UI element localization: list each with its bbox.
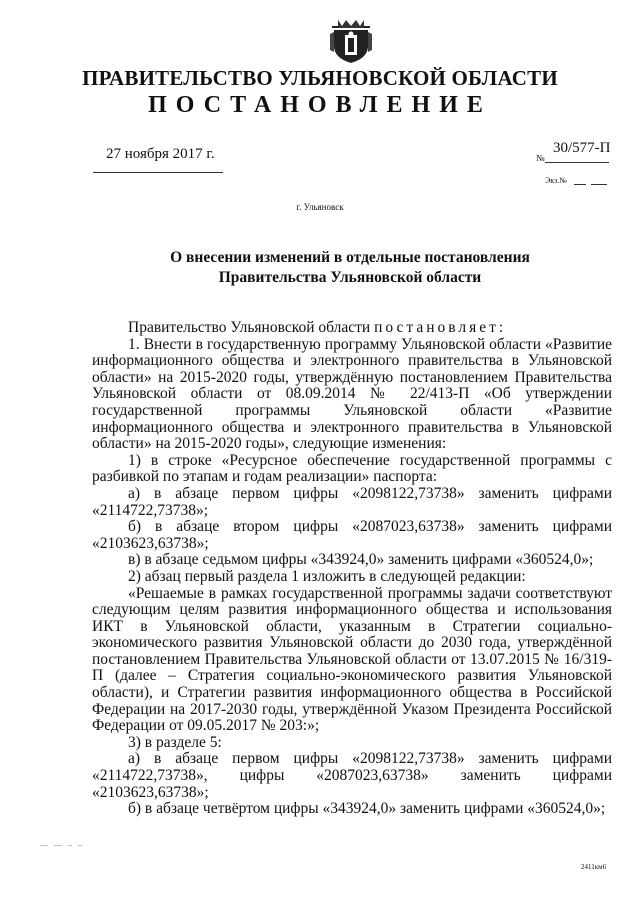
paragraph: 1. Внести в государственную программу Ульяновской области «Развитие информационного общества и электронного правительства в Ульяновской области» на 2015-2020 годы, утверждённую постановлением Правительства Ульяновской области от 08.09.2014 № 22/413-П «Об утверждении государственной программы Ульяновской области «Развитие информационного общества и электронного правительства в Ульяновской области» на 2015-2020 годы», следующие изменения: <box>92 335 612 453</box>
paragraph: а) в абзаце первом цифры «2098122,73738» заменить цифрами «2114722,73738», цифры «2087023,63738» заменить цифрами «2103623,63738»; <box>92 750 612 801</box>
decree-intro: Правительство Ульяновской области <box>128 319 375 336</box>
document-number: 30/577-П <box>553 140 611 156</box>
city-label: г. Ульяновск <box>296 202 344 212</box>
number-sign: № <box>536 153 545 163</box>
footer-marks: — — – – <box>40 840 84 849</box>
document-date: 27 ноября 2017 г. <box>106 146 215 162</box>
paragraph-decree <box>92 320 612 337</box>
heading-line-1: О внесении изменений в отдельные постановления <box>170 249 530 266</box>
copy-underline <box>574 184 586 185</box>
paragraph: «Решаемые в рамках государственной программы задачи соответствуют следующим целям развития информационного общества и использования ИКТ в Ульяновской области, указанным в Стратегии социально-экономического развития Ульяновской области до 2030 года, утверждённой постановлением Правительства Ульяновской области от 13.07.2015 № 16/319-П (далее – Стратегия социально-экономического развития Ульяновской области), и Стратегии развития информационного общества в Российской Федерации на 2017-2030 годы, утверждённой Указом Президента Российской Федерации от 09.05.2017 № 203:»; <box>92 584 612 735</box>
paragraph: 1) в строке «Ресурсное обеспечение государственной программы с разбивкой по этапам и годам реализации» паспорта: <box>92 451 612 486</box>
footer-code: 2411км6 <box>581 863 607 871</box>
copy-underline-2 <box>591 184 607 185</box>
number-underline <box>545 162 609 163</box>
heading-line-2: Правительства Ульяновской области <box>218 269 482 286</box>
paragraph: б) в абзаце втором цифры «2087023,63738» заменить цифрами «2103623,63738»; <box>92 518 612 552</box>
government-title: ПРАВИТЕЛЬСТВО УЛЬЯНОВСКОЙ ОБЛАСТИ <box>82 66 558 90</box>
coat-of-arms-icon <box>330 16 372 64</box>
paragraph: 3) в разделе 5: <box>128 733 222 751</box>
paragraph: 2) абзац первый раздела 1 изложить в следующей редакции: <box>128 567 526 585</box>
paragraph: б) в абзаце четвёртом цифры «343924,0» заменить цифрами «360524,0»; <box>128 800 606 818</box>
date-underline <box>93 172 223 173</box>
document-type: ПОСТАНОВЛЕНИЕ <box>148 92 492 118</box>
paragraph: а) в абзаце первом цифры «2098122,73738» заменить цифрами «2114722,73738»; <box>92 484 612 519</box>
decree-verb: постановляет: <box>374 319 507 336</box>
copy-label: Экз.№ <box>545 176 567 185</box>
paragraph: в) в абзаце седьмом цифры «343924,0» заменить цифрами «360524,0»; <box>128 551 594 569</box>
document-heading <box>0 248 640 288</box>
document-body <box>92 320 612 818</box>
